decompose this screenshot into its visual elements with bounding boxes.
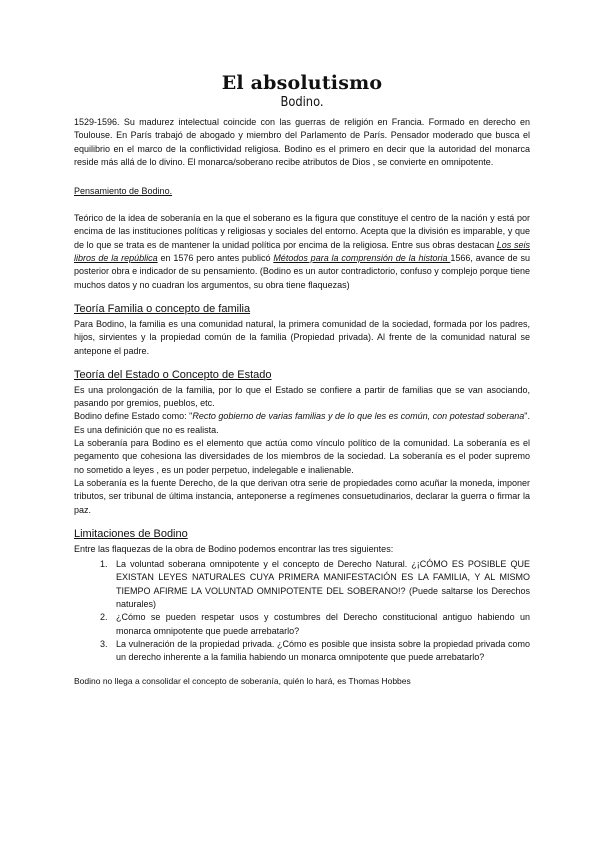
estado-paragraph-1: Es una prolongación de la familia, por lo que el Estado se confiere a partir de familias que se van asociando, pasando por gremios, pueblos, etc. bbox=[74, 384, 530, 409]
work-title-republica: Los seis libros de la república bbox=[74, 239, 530, 264]
pensamiento-paragraph bbox=[74, 212, 530, 292]
page-title: El absolutismo bbox=[221, 72, 383, 94]
familia-paragraph: Para Bodino, la familia es una comunidad natural, la primera comunidad de la sociedad, formada por los padres, hijos, sirvientes y la propiedad común de la familia (Propiedad privada). Al frente de la comunidad natural se antepone el padre. bbox=[74, 318, 530, 356]
pensamiento-heading: Pensamiento de Bodino. bbox=[74, 186, 173, 197]
estado-paragraph-2 bbox=[74, 410, 530, 437]
list-item: 2. ¿Cómo se pueden respetar usos y costumbres del Derecho constitucional antiguo habiendo un monarca omnipotente que puede arrebatarlo? bbox=[110, 611, 530, 638]
limitaciones-intro: Entre las flaquezas de la obra de Bodino podemos encontrar las tres siguientes: bbox=[74, 543, 394, 554]
pensamiento-text-3: 1566, avance de su posterior obra e indicador de su pensamiento. (Bodino es un autor contradictorio, confuso y complejo porque tiene muchos datos y no cuadran los argumentos, su obra tiene flaquezas) bbox=[74, 253, 530, 290]
list-item: 1. La voluntad soberana omnipotente y el concepto de Derecho Natural. ¿¡CÓMO ES POSIBLE QUE EXISTAN LEYES NATURALES CUYA PRIMERA MANIFESTACIÓN ES LA FAMILIA, Y AL MISMO TIEMPO AFIRME LA VOLUNTAD OMNIPOTENTE DEL SOBERANO!? (Puede saltarse los Derechos naturales) bbox=[110, 558, 530, 611]
estado-paragraph-3: La soberanía para Bodino es el elemento que actúa como vínculo político de la comunidad. La soberanía es el pegamento que cohesiona las diversidades de los miembros de la sociedad. La soberanía es el poder supremo no sometido a leyes , es un poder perpetuo, indelegable e inalienable. bbox=[74, 438, 530, 475]
limitaciones-heading: Limitaciones de Bodino bbox=[74, 527, 188, 540]
estado-heading: Teoría del Estado o Concepto de Estado bbox=[74, 368, 272, 381]
estado-paragraph-4: La soberanía es la fuente Derecho, de la que derivan otra serie de propiedades como acuñar la moneda, imponer tributos, ser tribunal de última instancia, anteponerse a regímenes consuetudinarios, declarar la guerra o firmar la paz. bbox=[74, 477, 530, 515]
work-title-metodos: Métodos para la comprensión de la historia bbox=[273, 253, 451, 264]
list-item: 3. La vulneración de la propiedad privada. ¿Cómo es posible que insista sobre la propiedad privada como un derecho inherente a la familia habiendo un monarca omnipotente que puede arrebatarlo? bbox=[110, 638, 530, 665]
estado-definition-quote: Recto gobierno de varias familias y de lo que les es común, con potestad soberana bbox=[192, 411, 525, 422]
closing-sentence: Bodino no llega a consolidar el concepto de soberanía, quién lo hará, es Thomas Hobbes bbox=[74, 675, 411, 686]
pensamiento-text-1: Teórico de la idea de soberanía en la que el soberano es la figura que constituye el centro de la nación y está por encima de las instituciones políticas y religiosas y sociales del entorno. Acepta que la división es imparable, y que de lo que se trata es de mantener la unidad política por encima de la religiosa. Entre sus obras destacan bbox=[74, 213, 530, 250]
limitaciones-list bbox=[74, 558, 530, 664]
familia-heading: Teoría Familia o concepto de familia bbox=[74, 302, 251, 315]
document-page bbox=[74, 72, 530, 687]
estado-definition-suffix: ". Es una definición que no es realista. bbox=[74, 411, 530, 435]
page-subtitle: Bodino. bbox=[280, 94, 324, 110]
estado-definition-prefix: Bodino define Estado como: " bbox=[74, 411, 193, 422]
pensamiento-text-2: en 1576 pero antes publicó bbox=[157, 253, 274, 264]
intro-paragraph: 1529-1596. Su madurez intelectual coincide con las guerras de religión en Francia. Formado en derecho en Toulouse. En París trabajó de abogado y miembro del Parlamento de París. Pensador moderado que busca el equilibrio en el marco de la conflictividad religiosa. Bodino es el primero en decir que la autoridad del monarca reside más allá de lo divino. El monarca/soberano recibe atributos de Dios , se convierte en omnipotente. bbox=[74, 117, 530, 167]
